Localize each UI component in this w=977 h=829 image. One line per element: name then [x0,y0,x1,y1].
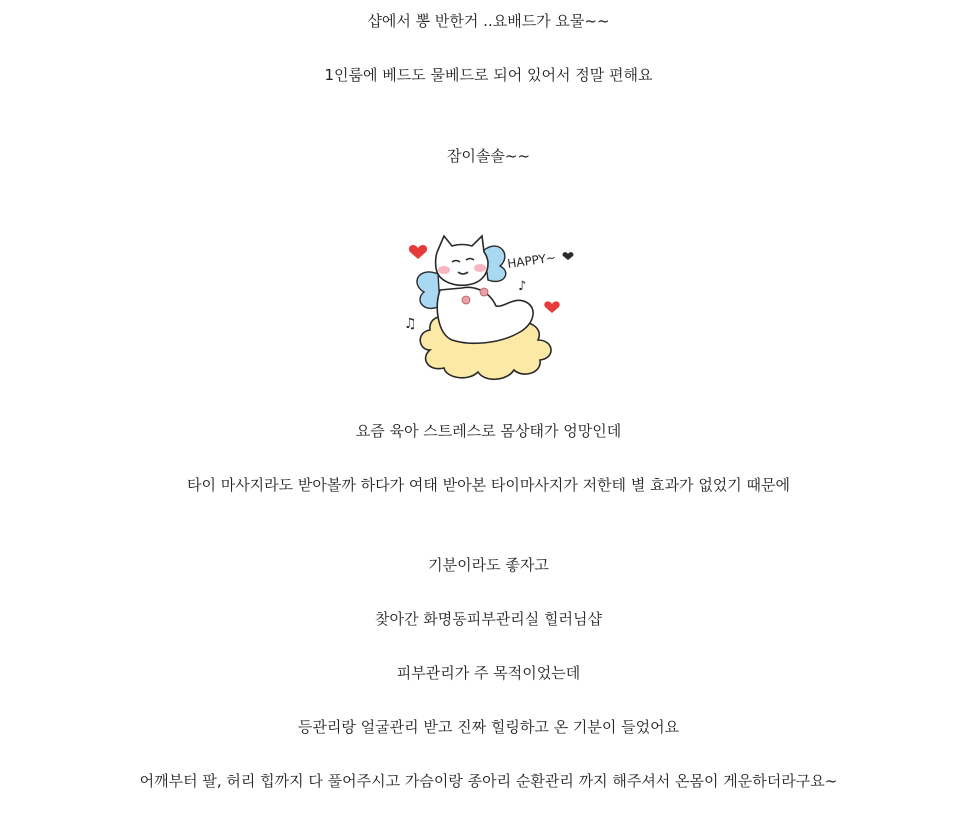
svg-text:♪: ♪ [518,279,527,294]
post-line-8: 피부관리가 주 목적이었는데 [396,664,581,682]
post-line-1: 샵에서 뽕 반한거 ..요배드가 요물~~ [367,12,610,30]
post-line-4: 요즘 육아 스트레스로 몸상태가 엉망인데 [355,422,622,440]
post-line-9: 등관리랑 얼굴관리 받고 진짜 힐링하고 온 기분이 들었어요 [297,718,680,736]
post-line-7: 찾아간 화명동피부관리실 힐러님샵 [375,610,602,628]
happy-cat-angel-icon [400,228,580,388]
post-line-10: 어깨부터 팔, 허리 힙까지 다 풀어주시고 가슴이랑 종아리 순환관리 까지 해주셔서 온몸이 게운하더라구요~ [139,772,838,790]
svg-text:♫: ♫ [404,316,417,332]
post-line-3: 잠이솔솔~~ [446,147,531,165]
post-line-6: 기분이라도 좋자고 [428,556,549,574]
post-line-5: 타이 마사지라도 받아볼까 하다가 여태 받아본 타이마사지가 저한테 별 효과가 없었기 때문에 [186,476,791,494]
sticker-text: HAPPY~ [506,250,557,271]
post-line-2: 1인룸에 베드도 물베드로 되어 있어서 정말 편해요 [324,66,653,84]
